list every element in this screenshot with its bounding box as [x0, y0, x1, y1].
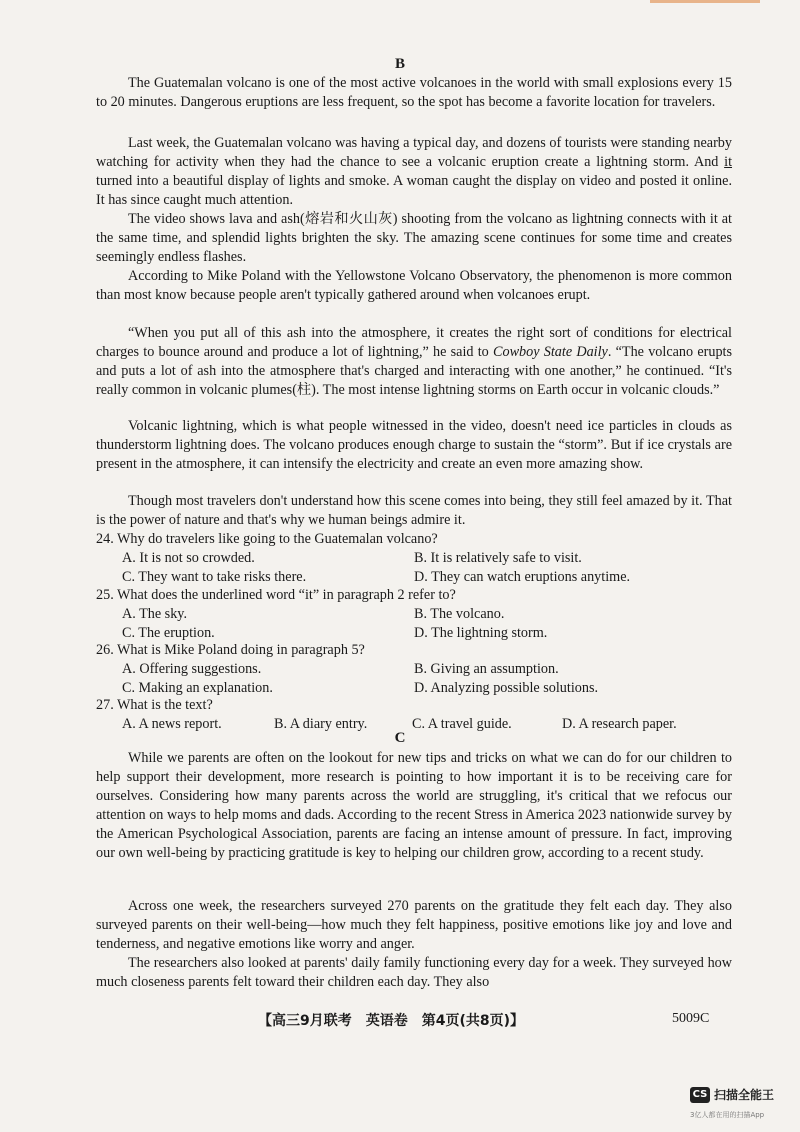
option-27-d: D. A research paper. [562, 716, 677, 732]
option-26-c: C. Making an explanation. [122, 680, 273, 696]
option-24-d: D. They can watch eruptions anytime. [414, 569, 631, 585]
section-b-paragraph-2: Last week, the Guatemalan volcano was having a typical day, and dozens of tourists were standing nearby watching for activity when they had the chance to see a volcanic eruption create a lightning storm. And it turned into a beautiful display of lights and smoke. A woman caught the display on video and posted it online. It has since caught much attention. [96, 135, 733, 208]
option-24-c: C. They want to take risks there. [122, 569, 307, 585]
section-b-paragraph-5: “When you put all of this ash into the atmosphere, it creates the right sort of conditions for electrical charges to bounce around and produce a lot of lightning,” he said to Cowboy State Daily. “The volcano erupts and puts a lot of ash into the atmosphere that's charged and interacting with one another,” he continued. “It's really common in volcanic plumes(柱). The most intense lightning storms on Earth occur in volcanic clouds.” [96, 325, 733, 398]
watermark-name: 扫描全能王 [714, 1088, 775, 1102]
scan-edge-mark [650, 0, 760, 3]
section-b-paragraph-7: Though most travelers don't understand how this scene comes into being, they still feel amazed by it. That is the power of nature and that's why we human beings admire it. [96, 493, 732, 528]
option-27-b: B. A diary entry. [274, 716, 368, 732]
watermark-tagline: 3亿人都在用的扫描App [690, 1111, 765, 1119]
section-c-paragraph-3: The researchers also looked at parents' daily family functioning every day for a week. They surveyed how much closeness parents felt toward their children each day. They also [96, 955, 732, 990]
option-24-a: A. It is not so crowded. [122, 550, 255, 566]
option-27-c: C. A travel guide. [412, 716, 512, 732]
source-name: Cowboy State Daily [493, 344, 608, 360]
underlined-it: it [724, 154, 733, 170]
section-b-paragraph-6: Volcanic lightning, which is what people witnessed in the video, doesn't need ice particles in clouds as thunderstorm lightning does. The volcano produces enough charge to sustain the “storm”. But if ice crystals are present in the atmosphere, it can intensify the electricity and create an even more amazing show. [96, 418, 732, 472]
section-c-paragraph-1: While we parents are often on the lookout for new tips and tricks on what we can do for our children to help support their development, more research is pointing to how important it is to be receiving care for ourselves. Considering how many parents across the world are struggling, it's critical that we refocus our attention on ways to help moms and dads. According to the recent Stress in America 2023 nationwide survey by the American Psychological Association, parents are facing an intense amount of pressure. In fact, improving our own well-being by practicing gratitude is key to helping our children grow, according to a recent study. [96, 750, 732, 861]
option-26-b: B. Giving an assumption. [414, 661, 559, 677]
option-25-d: D. The lightning storm. [414, 625, 548, 641]
option-24-b: B. It is relatively safe to visit. [414, 550, 582, 566]
scanner-watermark [690, 1086, 774, 1103]
question-26-stem: 26. What is Mike Poland doing in paragraph 5? [96, 642, 365, 658]
section-b-heading: B [394, 56, 405, 72]
option-25-c: C. The eruption. [122, 625, 215, 641]
paper-code: 5009C [672, 1011, 710, 1026]
question-25-stem: 25. What does the underlined word “it” in paragraph 2 refer to? [96, 587, 456, 603]
option-27-a: A. A news report. [122, 716, 222, 732]
option-25-b: B. The volcano. [414, 606, 505, 622]
section-c-heading: C [394, 730, 406, 746]
section-b-paragraph-4: According to Mike Poland with the Yellowstone Volcano Observatory, the phenomenon is more common than most know because people aren't typically gathered around when volcanoes erupt. [96, 268, 732, 303]
option-25-a: A. The sky. [122, 606, 188, 622]
section-b-paragraph-1: The Guatemalan volcano is one of the most active volcanoes in the world with small explosions every 15 to 20 minutes. Dangerous eruptions are less frequent, so the spot has become a favorite location for travelers. [96, 75, 732, 110]
option-26-a: A. Offering suggestions. [122, 661, 262, 677]
page-footer: 【高三9月联考 英语卷 第4页(共8页)】 [258, 1013, 525, 1029]
section-b-paragraph-3: The video shows lava and ash(熔岩和火山灰) shooting from the volcano as lightning connects with it at the same time, and splendid lights brighten the sky. The amazing scene continues for some time and creates seemingly endless flashes. [96, 211, 732, 265]
question-27-stem: 27. What is the text? [96, 697, 213, 713]
section-c-paragraph-2: Across one week, the researchers surveyed 270 parents on the gratitude they felt each day. They also surveyed parents on their well-being—how much they felt happiness, positive emotions like joy and love and tenderness, and negative emotions like worry and anger. [96, 898, 732, 952]
camscanner-icon: CS [690, 1087, 710, 1103]
option-26-d: D. Analyzing possible solutions. [414, 680, 599, 696]
question-24-stem: 24. Why do travelers like going to the Guatemalan volcano? [96, 531, 438, 547]
